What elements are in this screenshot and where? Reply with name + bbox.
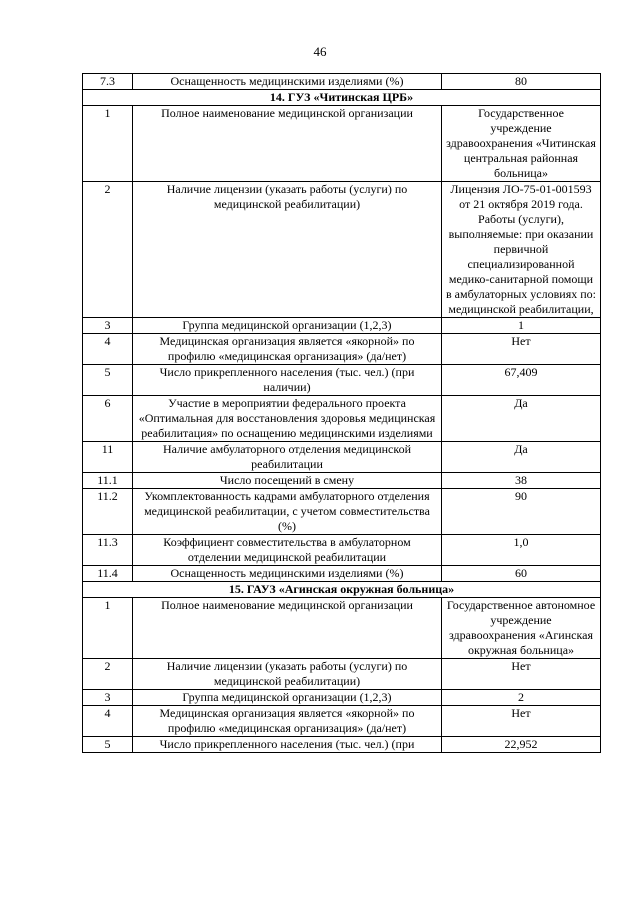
row-label: Полное наименование медицинской организации (133, 106, 442, 182)
row-label: Группа медицинской организации (1,2,3) (133, 690, 442, 706)
page-number: 46 (313, 44, 327, 59)
table-row (83, 473, 601, 489)
row-value: 1,0 (442, 535, 601, 566)
organization-info-table (82, 73, 601, 753)
row-label: Участие в мероприятии федерального проекта «Оптимальная для восстановления здоровья медицинская реабилитация» по оснащению медицинскими изделиями (133, 396, 442, 442)
section-title: 15. ГАУЗ «Агинская окружная больница» (83, 582, 601, 598)
row-number: 11 (83, 442, 133, 473)
table-row (83, 106, 601, 182)
row-number: 1 (83, 106, 133, 182)
row-value: 22,952 (442, 737, 601, 753)
row-value: Да (442, 442, 601, 473)
row-label: Укомплектованность кадрами амбулаторного отделения медицинской реабилитации, с учетом совместительства (%) (133, 489, 442, 535)
row-number: 2 (83, 659, 133, 690)
table-row (83, 566, 601, 582)
row-label: Медицинская организация является «якорной» по профилю «медицинская организация» (да/нет) (133, 706, 442, 737)
row-number: 3 (83, 318, 133, 334)
table-row (83, 737, 601, 753)
table-row (83, 535, 601, 566)
row-number: 7.3 (83, 74, 133, 90)
section-header-row (83, 90, 601, 106)
row-label: Группа медицинской организации (1,2,3) (133, 318, 442, 334)
row-number: 11.2 (83, 489, 133, 535)
row-value: 67,409 (442, 365, 601, 396)
row-value: 60 (442, 566, 601, 582)
row-label: Число прикрепленного населения (тыс. чел.) (при (133, 737, 442, 753)
table-row (83, 396, 601, 442)
row-value: 38 (442, 473, 601, 489)
table-row (83, 334, 601, 365)
row-number: 2 (83, 182, 133, 318)
row-value: 80 (442, 74, 601, 90)
row-number: 11.4 (83, 566, 133, 582)
row-label: Коэффициент совместительства в амбулаторном отделении медицинской реабилитации (133, 535, 442, 566)
table-row (83, 706, 601, 737)
section-title: 14. ГУЗ «Читинская ЦРБ» (83, 90, 601, 106)
row-label: Число посещений в смену (133, 473, 442, 489)
table-row (83, 489, 601, 535)
row-value: Нет (442, 334, 601, 365)
row-value: Государственное автономное учреждение здравоохранения «Агинская окружная больница» (442, 598, 601, 659)
row-value: Нет (442, 659, 601, 690)
row-label: Оснащенность медицинскими изделиями (%) (133, 566, 442, 582)
row-number: 6 (83, 396, 133, 442)
table-row (83, 442, 601, 473)
table-row (83, 690, 601, 706)
row-value: 1 (442, 318, 601, 334)
row-label: Полное наименование медицинской организации (133, 598, 442, 659)
row-number: 4 (83, 706, 133, 737)
row-label: Медицинская организация является «якорной» по профилю «медицинская организация» (да/нет) (133, 334, 442, 365)
section-header-row (83, 582, 601, 598)
row-value: 2 (442, 690, 601, 706)
row-label: Наличие амбулаторного отделения медицинской реабилитации (133, 442, 442, 473)
row-number: 3 (83, 690, 133, 706)
table-row (83, 182, 601, 318)
row-number: 5 (83, 365, 133, 396)
table-row (83, 659, 601, 690)
row-label: Оснащенность медицинскими изделиями (%) (133, 74, 442, 90)
row-number: 1 (83, 598, 133, 659)
row-label: Наличие лицензии (указать работы (услуги) по медицинской реабилитации) (133, 659, 442, 690)
table-row (83, 365, 601, 396)
row-value: Государственное учреждение здравоохранения «Читинская центральная районная больница» (442, 106, 601, 182)
row-number: 5 (83, 737, 133, 753)
row-number: 11.3 (83, 535, 133, 566)
table-row (83, 318, 601, 334)
row-value: Нет (442, 706, 601, 737)
row-number: 11.1 (83, 473, 133, 489)
row-label: Наличие лицензии (указать работы (услуги) по медицинской реабилитации) (133, 182, 442, 318)
row-value: Лицензия ЛО-75-01-001593 от 21 октября 2019 года. Работы (услуги), выполняемые: при оказании первичной специализированной медико-санитарной помощи в амбулаторных условиях по: медицинской реабилитации, (442, 182, 601, 318)
table-row (83, 598, 601, 659)
row-number: 4 (83, 334, 133, 365)
row-value: Да (442, 396, 601, 442)
row-value: 90 (442, 489, 601, 535)
table-row (83, 74, 601, 90)
row-label: Число прикрепленного населения (тыс. чел.) (при наличии) (133, 365, 442, 396)
